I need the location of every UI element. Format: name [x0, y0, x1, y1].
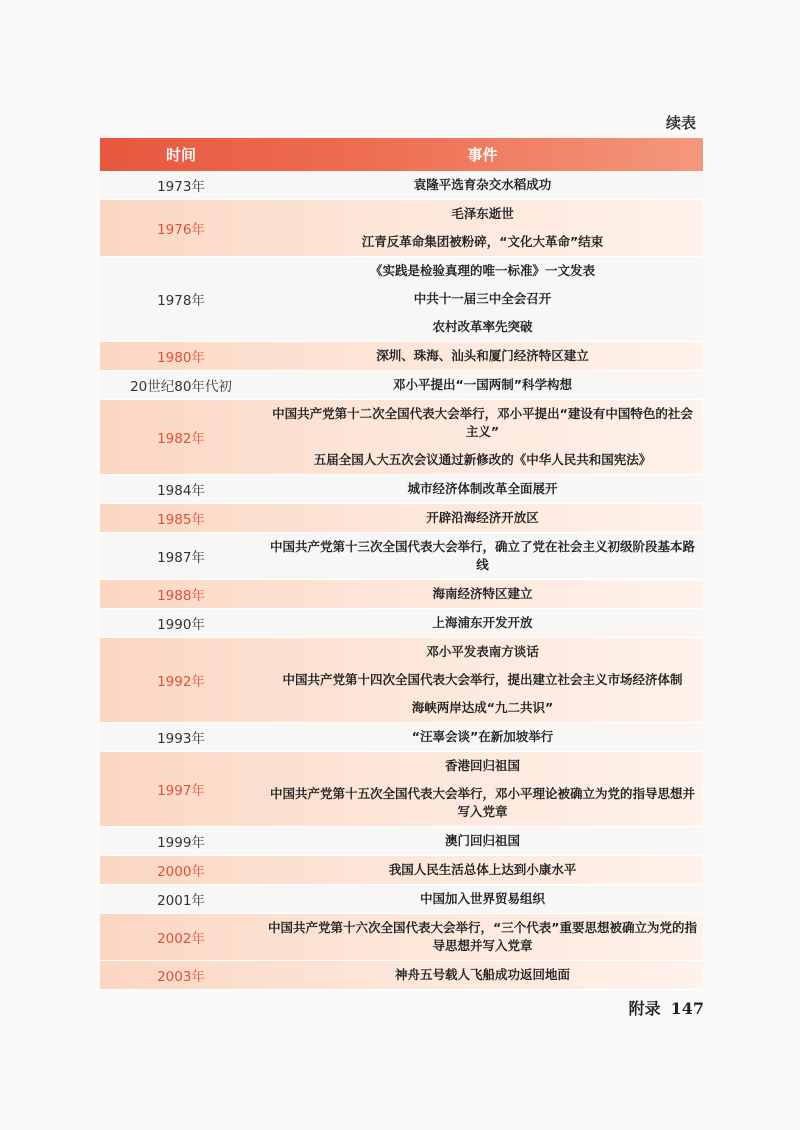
- table-row: [100, 342, 703, 371]
- event-text: “汪辜会谈”在新加坡举行: [411, 729, 554, 744]
- row-year: 1993年: [157, 731, 205, 747]
- table-header: [100, 138, 703, 171]
- event-text: 深圳、珠海、汕头和厦门经济特区建立: [376, 348, 589, 363]
- event-text: 城市经济体制改革全面展开: [407, 481, 558, 496]
- row-year: 1976年: [157, 222, 205, 238]
- row-events: [262, 914, 703, 960]
- row-events: [262, 580, 703, 608]
- event-text: 中国共产党第十六次全国代表大会举行，“三个代表”重要思想被确立为党的指导思想并写入党章: [268, 920, 697, 953]
- event-text: 中共十一届三中全会召开: [413, 291, 552, 306]
- row-year: 1999年: [157, 835, 205, 851]
- table-row: [100, 371, 703, 400]
- table-row: [100, 200, 703, 257]
- continued-label: 续表: [665, 114, 696, 132]
- timeline-table: [100, 138, 703, 990]
- page-number: 147: [670, 999, 704, 1018]
- event-text: 中国共产党第十三次全国代表大会举行，确立了党在社会主义初级阶段基本路线: [269, 539, 695, 572]
- header-time: 时间: [165, 146, 196, 164]
- row-year: 1985年: [157, 512, 205, 528]
- event-text: 海南经济特区建立: [432, 586, 533, 601]
- row-events: [262, 171, 703, 199]
- event-text: 神舟五号载人飞船成功返回地面: [394, 967, 570, 982]
- row-year: 1980年: [157, 350, 205, 366]
- table-row: [100, 580, 703, 609]
- event-text: 中国共产党第十四次全国代表大会举行，提出建立社会主义市场经济体制: [282, 672, 683, 687]
- row-events: [262, 400, 703, 474]
- event-text: 开辟沿海经济开放区: [426, 510, 539, 525]
- event-text: 毛泽东逝世: [451, 206, 514, 221]
- row-events: [262, 638, 703, 722]
- event-text: 澳门回归祖国: [444, 833, 520, 848]
- event-text: 上海浦东开发开放: [432, 615, 533, 630]
- row-events: [262, 200, 703, 256]
- table-row: [100, 638, 703, 723]
- row-events: [262, 961, 703, 989]
- event-text: 袁隆平选育杂交水稻成功: [413, 177, 552, 192]
- row-events: [262, 609, 703, 637]
- row-year: 20世纪80年代初: [130, 379, 232, 395]
- row-year: 2000年: [157, 864, 205, 880]
- event-text: 邓小平发表南方谈话: [426, 644, 539, 659]
- row-events: [262, 856, 703, 884]
- row-year: 2003年: [157, 969, 205, 985]
- event-text: 海峡两岸达成“九二共识”: [411, 700, 554, 715]
- event-text: 五届全国人大五次会议通过新修改的《中华人民共和国宪法》: [313, 452, 652, 467]
- row-events: [262, 257, 703, 341]
- table-row: [100, 961, 703, 990]
- row-year: 1982年: [157, 431, 205, 447]
- row-year: 1988年: [157, 588, 205, 604]
- table-row: [100, 914, 703, 961]
- table-row: [100, 723, 703, 752]
- row-year: 2001年: [157, 893, 205, 909]
- table-row: [100, 752, 703, 827]
- table-row: [100, 171, 703, 200]
- event-text: 中国加入世界贸易组织: [419, 891, 545, 906]
- row-year: 1997年: [157, 783, 205, 799]
- row-events: [262, 475, 703, 503]
- event-text: 农村改革率先突破: [432, 319, 533, 334]
- row-events: [262, 827, 703, 855]
- event-text: 中国共产党第十五次全国代表大会举行，邓小平理论被确立为党的指导思想并写入党章: [269, 786, 695, 819]
- row-events: [262, 533, 703, 579]
- row-year: 1978年: [157, 293, 205, 309]
- row-year: 1992年: [157, 674, 205, 690]
- table-row: [100, 533, 703, 580]
- row-events: [262, 885, 703, 913]
- event-text: 香港回归祖国: [444, 758, 520, 773]
- row-events: [262, 342, 703, 370]
- event-text: 中国共产党第十二次全国代表大会举行，邓小平提出“建设有中国特色的社会主义”: [272, 406, 693, 439]
- row-year: 1987年: [157, 550, 205, 566]
- table-row: [100, 885, 703, 914]
- row-year: 1973年: [157, 179, 205, 195]
- table-row: [100, 400, 703, 475]
- event-text: 江青反革命集团被粉碎，“文化大革命”结束: [361, 234, 604, 249]
- page-footer: [629, 996, 704, 1019]
- table-row: [100, 475, 703, 504]
- row-events: [262, 752, 703, 826]
- table-row: [100, 504, 703, 533]
- row-events: [262, 723, 703, 751]
- table-row: [100, 609, 703, 638]
- footer-section: 附录: [628, 999, 661, 1018]
- row-events: [262, 504, 703, 532]
- event-text: 《实践是检验真理的唯一标准》一文发表: [369, 263, 595, 278]
- event-text: 我国人民生活总体上达到小康水平: [388, 862, 577, 877]
- event-text: 邓小平提出“一国两制”科学构想: [393, 377, 572, 392]
- table-row: [100, 257, 703, 342]
- table-row: [100, 856, 703, 885]
- row-events: [262, 371, 703, 399]
- table-body: [100, 171, 703, 990]
- header-event: 事件: [467, 146, 498, 164]
- row-year: 2002年: [157, 931, 205, 947]
- row-year: 1984年: [157, 483, 205, 499]
- table-row: [100, 827, 703, 856]
- row-year: 1990年: [157, 617, 205, 633]
